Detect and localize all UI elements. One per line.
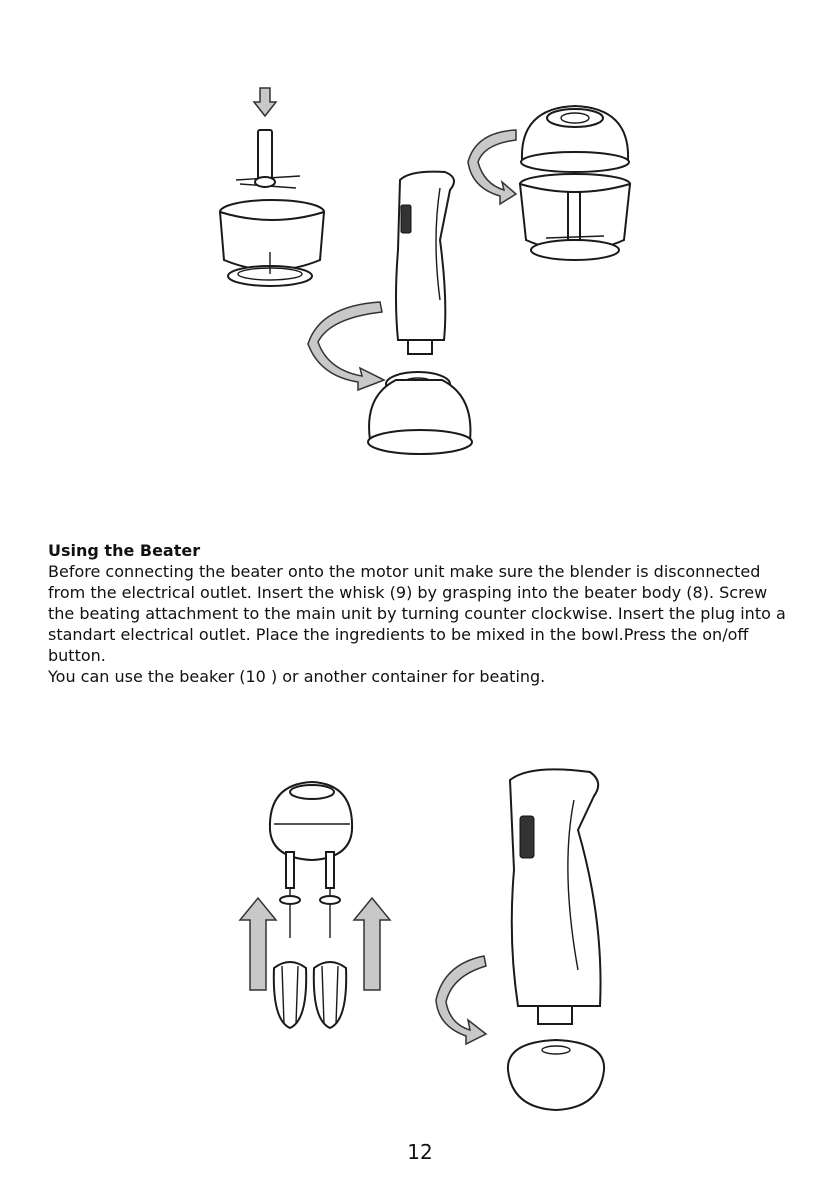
motor-unit xyxy=(510,769,601,1024)
motor-unit xyxy=(396,172,454,354)
rotate-arrow-icon xyxy=(468,130,516,204)
beater-gearbox xyxy=(270,782,352,860)
using-the-beater-section xyxy=(48,540,798,687)
beater-assembly-figure xyxy=(0,720,840,1140)
page-number: 12 xyxy=(407,1140,433,1164)
section-note: You can use the beaker (10 ) or another container for beating. xyxy=(48,667,546,686)
section-body: Before connecting the beater onto the motor unit make sure the blender is disconnected from the electrical outlet. Insert the whisk (9) by grasping into the beater body (8). Screw the beating attachment to the main unit by turning counter clockwise. Insert the plug into a standart electrical outlet. Place the ingredients to be mixed in the bowl.Press the on/off button. xyxy=(48,562,786,665)
beater-cup xyxy=(508,1040,604,1110)
chopper-blade xyxy=(236,130,300,188)
rotate-arrow-icon xyxy=(308,302,384,390)
chopper-lid xyxy=(368,372,472,454)
section-heading: Using the Beater xyxy=(48,541,201,560)
assembled-bowl xyxy=(520,174,630,260)
up-arrow-icon xyxy=(240,898,276,990)
rotate-arrow-icon xyxy=(436,956,486,1044)
whisk-right xyxy=(314,852,346,1028)
down-arrow-icon xyxy=(254,88,276,116)
up-arrow-icon xyxy=(354,898,390,990)
whisk-left xyxy=(274,852,306,1028)
dome-lid xyxy=(521,106,629,172)
chopper-bowl xyxy=(220,200,324,286)
chopper-assembly-figure xyxy=(0,0,840,520)
